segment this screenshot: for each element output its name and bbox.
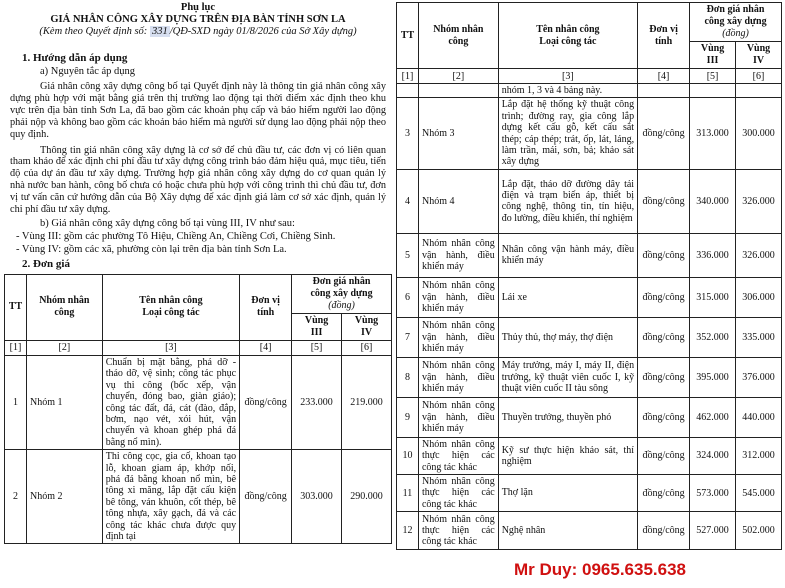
row-zone-4-price: 335.000 [736, 317, 782, 357]
zone-3-line1: Vùng [700, 43, 725, 54]
zone-4-line1: Vùng [746, 43, 771, 54]
index-cell: [2] [26, 340, 102, 355]
row-unit: đồng/công [638, 277, 690, 317]
zone-4-line2: IV [360, 326, 373, 338]
continuation-row [397, 84, 782, 98]
row-work: Thuyền trưởng, thuyền phó [498, 397, 637, 437]
zone-4-line1: Vùng [354, 314, 379, 326]
row-unit: đồng/công [638, 317, 690, 357]
row-unit: đồng/công [638, 357, 690, 397]
row-group: Nhóm 3 [418, 98, 498, 169]
appendix-header [4, 2, 392, 38]
row-group: Nhóm 1 [26, 355, 102, 449]
row-work: Lắp đặt, tháo dỡ đường dây tải điện và trạm biến áp, thiết bị công nghệ, thông tin, tín hiệu, đo lường, điều khiển, thí nghiệm [498, 169, 637, 233]
row-group: Nhóm nhân công vận hành, điều khiển máy [418, 233, 498, 277]
row-zone-3-price: 303.000 [292, 450, 342, 544]
row-zone-4-price: 326.000 [736, 169, 782, 233]
table-row [397, 475, 782, 512]
row-zone-3-price: 573.000 [690, 475, 736, 512]
row-zone-3-price: 527.000 [690, 512, 736, 550]
table-header-row [397, 3, 782, 42]
row-zone-4-price: 376.000 [736, 357, 782, 397]
row-unit: đồng/công [638, 169, 690, 233]
row-unit: đồng/công [240, 355, 292, 449]
row-zone-4-price: 312.000 [736, 437, 782, 474]
zone-3-line2: III [706, 55, 719, 66]
section-1-sub-a: a) Nguyên tắc áp dụng [40, 66, 136, 77]
zone-4-bullet: - Vùng IV: gồm các xã, phường còn lại trên địa bàn tỉnh Sơn La. [16, 243, 287, 255]
row-work: Thợ lặn [498, 475, 637, 512]
header-price-line2: công xây dựng [704, 16, 767, 27]
row-zone-3-price: 352.000 [690, 317, 736, 357]
index-cell: [1] [5, 340, 27, 355]
header-zone-3 [690, 42, 736, 69]
row-zone-3-price: 324.000 [690, 437, 736, 474]
appendix-subtitle: GIÁ NHÂN CÔNG XÂY DỰNG TRÊN ĐỊA BÀN TỈNH SƠN LA [50, 14, 346, 25]
section-1-paragraph-2: Thông tin giá nhân công xây dựng là cơ sở để chủ đầu tư, các đơn vị có liên quan tham khảo để xác định chi phí đầu tư xây dựng công trình bảo đảm hiệu quả, mục tiêu, tiến độ của dự án đầu tư xây dựng. Trường hợp giá nhân công xây dựng do cơ quan quản lý nhà nước ban hành, công bố chưa có hoặc chưa phù hợp với công trình thì chủ đầu tư, đơn vị tư vấn căn cứ hướng dẫn của Bộ Xây dựng để xác định giá làm cơ sở xác định, quản lý chi phí đầu tư xây dựng. [10, 144, 386, 216]
row-unit: đồng/công [638, 233, 690, 277]
price-table-left [4, 274, 392, 545]
continuation-text: nhóm 1, 3 và 4 bảng này. [498, 84, 637, 98]
header-tt: TT [397, 3, 419, 69]
row-tt: 2 [5, 450, 27, 544]
price-table-right [396, 2, 782, 550]
zone-4-line2: IV [752, 55, 765, 66]
table-row [397, 357, 782, 397]
row-zone-4-price: 545.000 [736, 475, 782, 512]
row-tt: 10 [397, 437, 419, 474]
header-price [292, 274, 392, 313]
index-cell: [5] [292, 340, 342, 355]
header-price [690, 3, 782, 42]
header-work [102, 274, 239, 340]
header-price-line1: Đơn giá nhân [312, 275, 371, 287]
header-work-line2: Loại công tác [142, 307, 200, 319]
row-work: Nhân công vận hành máy, điều khiển máy [498, 233, 637, 277]
index-cell: [3] [498, 69, 637, 84]
row-work: Kỹ sư thực hiện khảo sát, thí nghiệm [498, 437, 637, 474]
row-zone-3-price: 313.000 [690, 98, 736, 169]
row-group: Nhóm nhân công thực hiện các công tác khác [418, 437, 498, 474]
row-unit: đồng/công [638, 475, 690, 512]
row-unit: đồng/công [638, 437, 690, 474]
appendix-title: Phụ lục [180, 2, 216, 13]
continuation-tt [397, 84, 419, 98]
right-rows-body [397, 98, 782, 550]
index-cell: [5] [690, 69, 736, 84]
table-row [397, 397, 782, 437]
header-unit-line2: tính [654, 35, 673, 47]
zone-3-line2: III [310, 326, 323, 338]
decision-date: 01/8/2026 [236, 26, 279, 37]
table-row [397, 98, 782, 169]
index-cell: [4] [638, 69, 690, 84]
continuation-unit [638, 84, 690, 98]
header-unit-line1: Đơn vị [251, 295, 280, 307]
row-work: Nghệ nhân [498, 512, 637, 550]
row-work: Chuẩn bị mặt bằng, phá dỡ - tháo dỡ, vệ sinh; công tác phục vụ thi công (bốc xếp, vận chuyển, đóng bao, giàn giáo); công tác đất, đá, cát (đào, đắp, bơm, nạo vét, xói hút, vận chuyển và khoan ghép phá đá bằng nổ mìn). [102, 355, 239, 449]
row-tt: 7 [397, 317, 419, 357]
continuation-zone-3 [690, 84, 736, 98]
row-group: Nhóm nhân công vận hành, điều khiển máy [418, 357, 498, 397]
row-work: Thủy thủ, thợ máy, thợ điện [498, 317, 637, 357]
row-zone-4-price: 306.000 [736, 277, 782, 317]
row-zone-4-price: 290.000 [342, 450, 392, 544]
table-row [397, 437, 782, 474]
row-zone-3-price: 462.000 [690, 397, 736, 437]
row-group: Nhóm nhân công vận hành, điều khiển máy [418, 397, 498, 437]
header-zone-4 [342, 313, 392, 340]
header-unit [638, 3, 690, 69]
continuation-zone-4 [736, 84, 782, 98]
watermark-contact: Mr Duy: 0965.635.638 [514, 560, 686, 579]
decision-reference [4, 26, 392, 38]
row-work: Máy trưởng, máy I, máy II, điện trưởng, kỹ thuật viên cuốc I, kỹ thuật viên cuốc II tàu sông [498, 357, 637, 397]
decision-mid: /QĐ-SXD ngày [169, 26, 234, 37]
row-zone-3-price: 336.000 [690, 233, 736, 277]
table-row [5, 355, 392, 449]
index-cell: [3] [102, 340, 239, 355]
header-price-line3: (đồng) [328, 299, 355, 311]
header-price-line1: Đơn giá nhân [706, 4, 765, 15]
section-2-heading: 2. Đơn giá [22, 257, 70, 270]
header-zone-3 [292, 313, 342, 340]
row-zone-4-price: 440.000 [736, 397, 782, 437]
row-zone-3-price: 340.000 [690, 169, 736, 233]
index-cell: [6] [342, 340, 392, 355]
row-tt: 5 [397, 233, 419, 277]
header-group: Nhóm nhân công [418, 3, 498, 69]
header-work [498, 3, 637, 69]
row-work: Lắp đặt hệ thống kỹ thuật công trình; đường ray, gia công lắp dựng kết cấu gỗ, kết cấu sắt thép; cáp thép; trát, ốp, lát, láng, làm trần, mái, sơn, bả; khảo sát xây dựng [498, 98, 637, 169]
row-zone-3-price: 395.000 [690, 357, 736, 397]
row-tt: 9 [397, 397, 419, 437]
header-unit-line1: Đơn vị [649, 23, 678, 35]
row-tt: 6 [397, 277, 419, 317]
index-cell: [1] [397, 69, 419, 84]
row-unit: đồng/công [638, 98, 690, 169]
header-price-line2: công xây dựng [310, 287, 373, 299]
row-group: Nhóm 2 [26, 450, 102, 544]
header-price-line3: (đồng) [722, 28, 749, 39]
index-cell: [4] [240, 340, 292, 355]
table-index-row [5, 340, 392, 355]
section-1-heading: 1. Hướng dẫn áp dụng [22, 52, 128, 64]
decision-prefix: (Kèm theo Quyết định số: [39, 26, 148, 37]
table-row [397, 512, 782, 550]
header-work-line1: Tên nhân công [536, 23, 600, 35]
left-column [4, 2, 392, 586]
row-group: Nhóm nhân công vận hành, điều khiển máy [418, 317, 498, 357]
decision-number: 331 [151, 26, 168, 37]
zone-3-line1: Vùng [304, 314, 329, 326]
header-tt: TT [5, 274, 27, 340]
table-row [397, 277, 782, 317]
header-work-line2: Loại công tác [539, 35, 597, 47]
row-unit: đồng/công [638, 397, 690, 437]
row-zone-4-price: 300.000 [736, 98, 782, 169]
table-row [5, 450, 392, 544]
table-header-row [5, 274, 392, 313]
header-work-line1: Tên nhân công [139, 295, 203, 307]
header-unit-line2: tính [256, 307, 275, 319]
table-index-row [397, 69, 782, 84]
row-zone-4-price: 326.000 [736, 233, 782, 277]
right-column [396, 2, 782, 586]
row-tt: 1 [5, 355, 27, 449]
index-cell: [2] [418, 69, 498, 84]
row-zone-3-price: 233.000 [292, 355, 342, 449]
row-tt: 4 [397, 169, 419, 233]
zone-3-bullet: - Vùng III: gồm các phường Tô Hiệu, Chiềng An, Chiềng Cơi, Chiềng Sinh. [16, 230, 336, 242]
row-group: Nhóm 4 [418, 169, 498, 233]
row-zone-4-price: 502.000 [736, 512, 782, 550]
header-unit [240, 274, 292, 340]
row-group: Nhóm nhân công thực hiện các công tác khác [418, 512, 498, 550]
row-work: Lái xe [498, 277, 637, 317]
row-tt: 12 [397, 512, 419, 550]
table-row [397, 317, 782, 357]
header-group: Nhóm nhân công [26, 274, 102, 340]
section-1-sub-b: b) Giá nhân công xây dựng công bố tại vùng III, IV như sau: [40, 217, 295, 229]
row-tt: 3 [397, 98, 419, 169]
row-group: Nhóm nhân công thực hiện các công tác khác [418, 475, 498, 512]
continuation-group [418, 84, 498, 98]
row-unit: đồng/công [638, 512, 690, 550]
section-1-paragraph-1: Giá nhân công xây dựng công bố tại Quyết định này là thông tin giá nhân công xây dựng phù hợp với mặt bằng giá trên thị trường lao động tại thời điểm xác định theo khu vực trên địa bàn tỉnh Sơn La, đã bao gồm các khoản phụ cấp và bảo hiểm người lao động phải nộp và không bao gồm các khoản bảo hiểm mà người sử dụng lao động phải nộp theo quy định. [10, 81, 386, 140]
row-tt: 8 [397, 357, 419, 397]
row-zone-4-price: 219.000 [342, 355, 392, 449]
row-group: Nhóm nhân công vận hành, điều khiển máy [418, 277, 498, 317]
table-row [397, 169, 782, 233]
row-unit: đồng/công [240, 450, 292, 544]
row-tt: 11 [397, 475, 419, 512]
index-cell: [6] [736, 69, 782, 84]
table-row [397, 233, 782, 277]
decision-suffix: của Sở Xây dựng) [281, 26, 357, 37]
row-zone-3-price: 315.000 [690, 277, 736, 317]
header-zone-4 [736, 42, 782, 69]
row-work: Thi công cọc, gia cố, khoan tạo lỗ, khoan giam áp, khớp nối, phá đá bằng khoan nổ mìn, bê tông xi măng, lắp đặt cấu kiện bê tông, ván khuôn, cốt thép, bê tông nhựa, xây gạch, đá và các công tác khác chưa được quy định tại [102, 450, 239, 544]
